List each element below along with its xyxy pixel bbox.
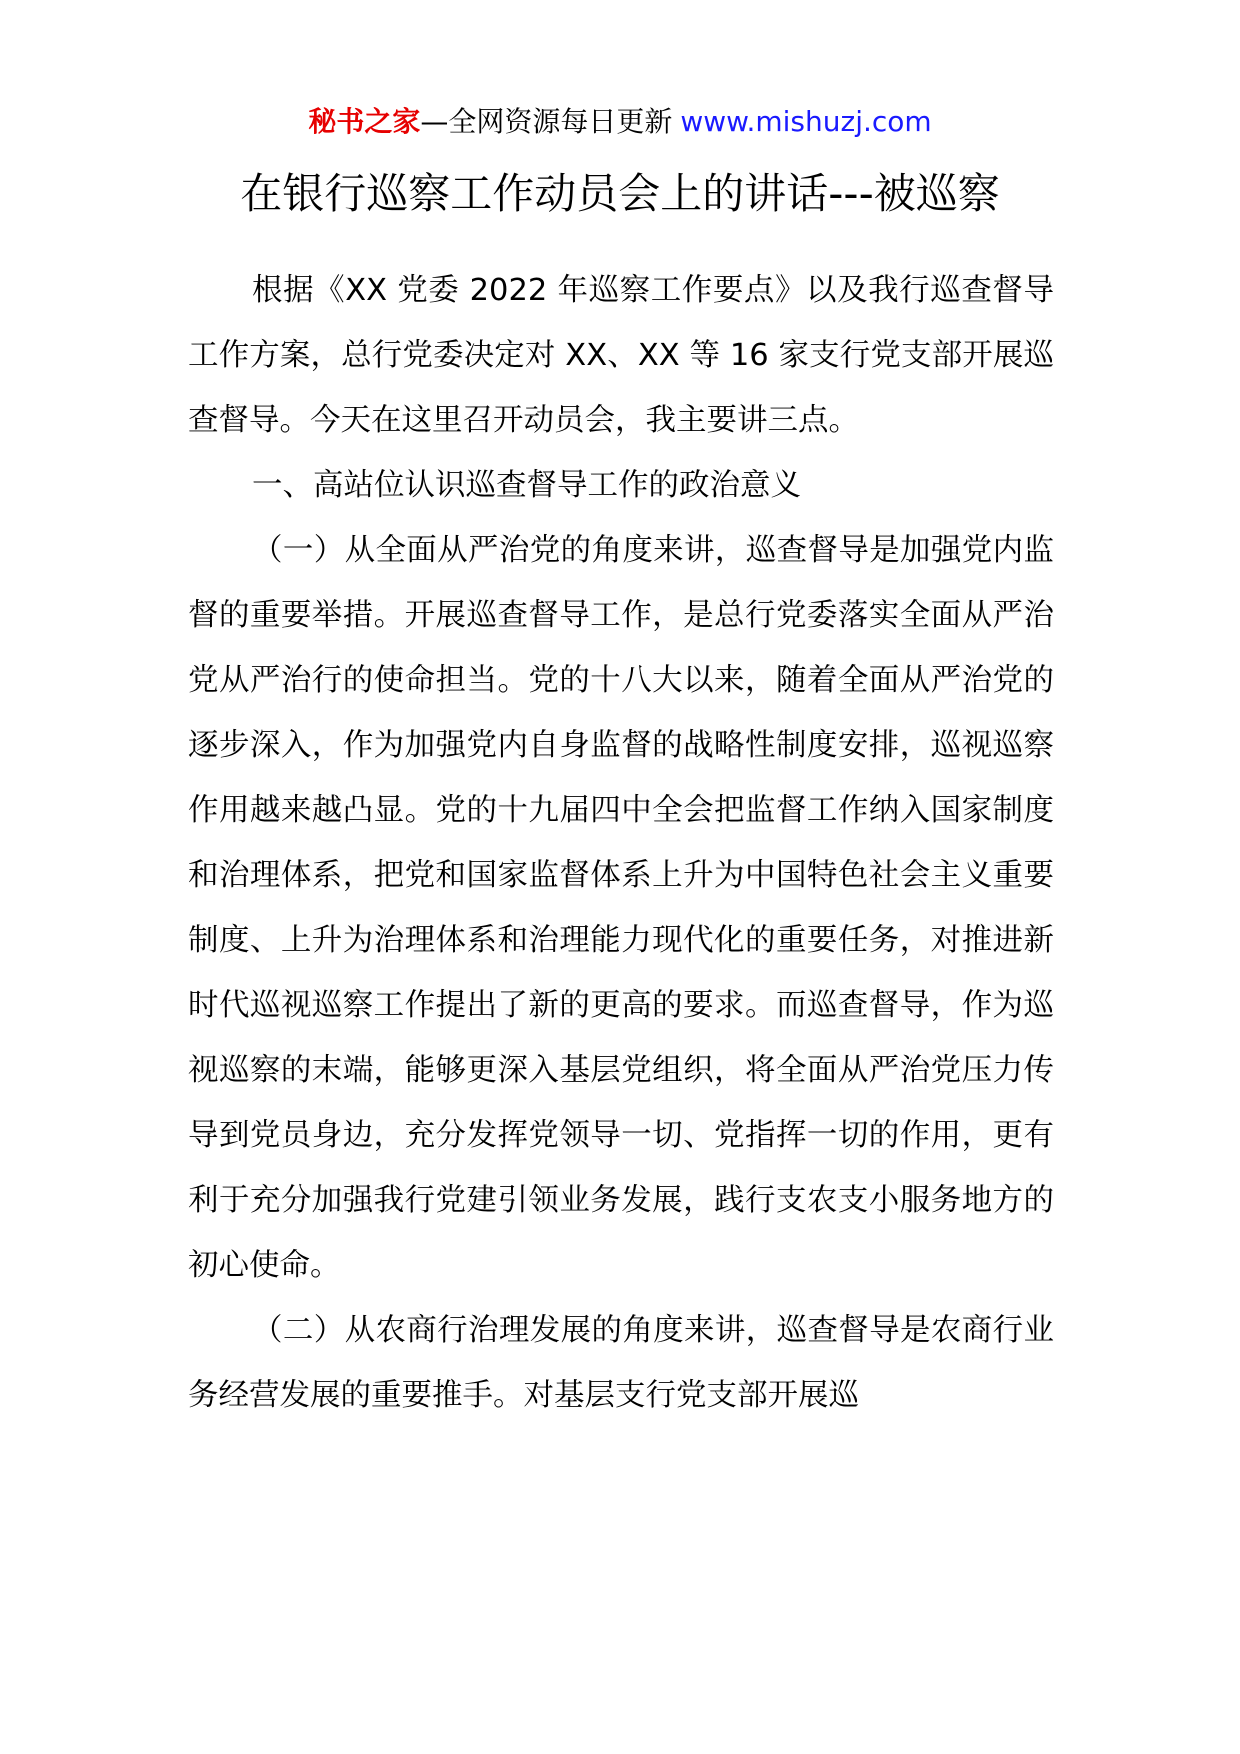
section-1-paragraph-1: （一）从全面从严治党的角度来讲，巡查督导是加强党内监督的重要举措。开展巡查督导工作，是总行党委落实全面从严治党从严治行的使命担当。党的十八大以来，随着全面从严治党的逐步深入，作为加强党内自身监督的战略性制度安排，巡视巡察作用越来越凸显。党的十九届四中全会把监督工作纳入国家制度和治理体系，把党和国家监督体系上升为中国特色社会主义重要制度、上升为治理体系和治理能力现代化的重要任务，对推进新时代巡视巡察工作提出了新的更高的要求。而巡查督导，作为巡视巡察的末端，能够更深入基层党组织，将全面从严治党压力传导到党员身边，充分发挥党领导一切、党指挥一切的作用，更有利于充分加强我行党建引领业务发展，践行支农支小服务地方的初心使命。 <box>188 533 1054 1283</box>
intro-paragraph: 根据《XX 党委 2022 年巡察工作要点》以及我行巡查督导工作方案，总行党委决定对 XX、XX 等 16 家支行党支部开展巡查督导。今天在这里召开动员会，我主要讲三点。 <box>188 273 1054 438</box>
site-header-banner <box>0 100 1240 144</box>
document-body <box>188 258 1054 1428</box>
brand-name: 秘书之家 <box>308 105 421 138</box>
section-1-heading: 一、高站位认识巡查督导工作的政治意义 <box>252 468 801 503</box>
site-tagline: —全网资源每日更新 <box>420 105 673 138</box>
site-url-link[interactable]: www.mishuzj.com <box>680 105 932 138</box>
section-1-paragraph-2: （二）从农商行治理发展的角度来讲，巡查督导是农商行业务经营发展的重要推手。对基层支行党支部开展巡 <box>188 1313 1054 1413</box>
document-title: 在银行巡察工作动员会上的讲话---被巡察 <box>240 169 1000 218</box>
